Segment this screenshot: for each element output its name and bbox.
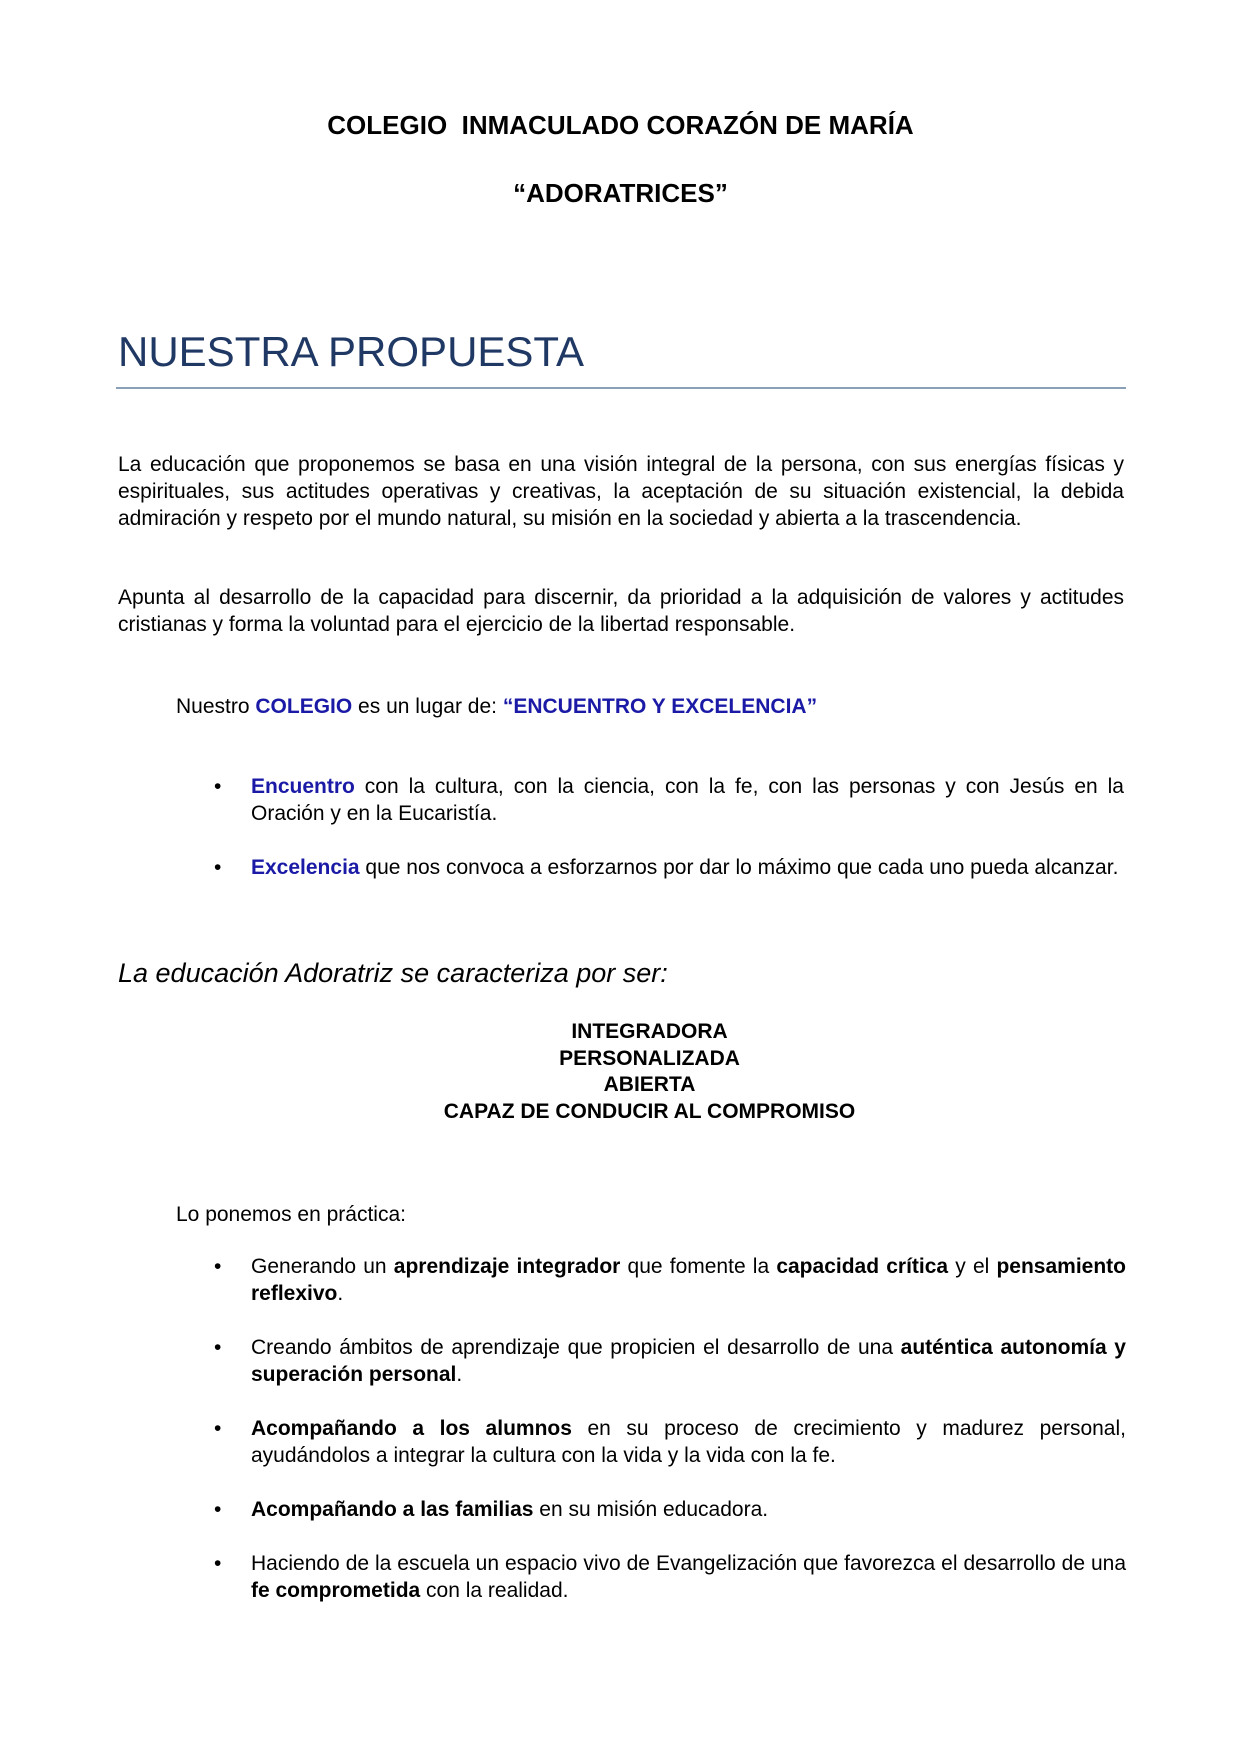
characteristic-item: ABIERTA bbox=[603, 1073, 696, 1096]
list-item bbox=[214, 1550, 1126, 1604]
emphasis-text: auténtica autonomía y superación personal bbox=[251, 1336, 1126, 1386]
school-name: COLEGIO INMACULADO CORAZÓN DE MARÍA bbox=[327, 110, 914, 140]
school-motto-line bbox=[176, 693, 817, 720]
heading-underline bbox=[116, 387, 1126, 389]
emphasis-text: capacidad crítica bbox=[776, 1255, 949, 1278]
bullet-icon: • bbox=[214, 1336, 222, 1359]
bullet-icon: • bbox=[214, 1552, 222, 1575]
value-term: Excelencia bbox=[251, 856, 360, 879]
bullet-icon: • bbox=[214, 1417, 222, 1440]
practice-text: con la realidad. bbox=[420, 1579, 569, 1602]
school-subtitle: “ADORATRICES” bbox=[513, 178, 728, 208]
list-item bbox=[214, 1334, 1126, 1388]
characteristics-intro: La educación Adoratriz se caracteriza por ser: bbox=[118, 958, 668, 988]
paragraph-purpose: Apunta al desarrollo de la capacidad para discernir, da prioridad a la adquisición de valores y actitudes cristianas y forma la voluntad para el ejercicio de la libertad responsable. bbox=[118, 586, 1124, 636]
practice-text: Generando un bbox=[251, 1255, 394, 1278]
emphasis-text: aprendizaje integrador bbox=[393, 1255, 621, 1278]
section-heading: NUESTRA PROPUESTA bbox=[118, 328, 584, 375]
bullet-icon: • bbox=[214, 1498, 222, 1521]
practice-text: . bbox=[337, 1282, 344, 1305]
emphasis-text: fe comprometida bbox=[251, 1579, 421, 1602]
value-text: con la cultura, con la ciencia, con la fe, con las personas y con Jesús en la Oración y en la Eucaristía. bbox=[251, 775, 1124, 825]
emphasis-text: Acompañando a los alumnos bbox=[251, 1417, 572, 1440]
practice-text: y el bbox=[948, 1255, 997, 1278]
emphasis-text: Acompañando a las familias bbox=[251, 1498, 534, 1521]
paragraph-vision: La educación que proponemos se basa en una visión integral de la persona, con sus energías físicas y espirituales, sus actitudes operativas y creativas, la aceptación de su situación existencial, la debida admiración y respeto por el mundo natural, su misión en la sociedad y abierta a la trascendencia. bbox=[118, 453, 1124, 530]
characteristic-item: CAPAZ DE CONDUCIR AL COMPROMISO bbox=[443, 1099, 856, 1123]
characteristic-item: INTEGRADORA bbox=[571, 1020, 728, 1043]
characteristic-item: PERSONALIZADA bbox=[559, 1046, 740, 1070]
value-term: Encuentro bbox=[251, 775, 355, 798]
practice-text: Haciendo de la escuela un espacio vivo de Evangelización que favorezca el desarrollo de una bbox=[251, 1552, 1126, 1575]
motto-encuentro-excelencia: “ENCUENTRO Y EXCELENCIA” bbox=[502, 695, 818, 718]
value-text: que nos convoca a esforzarnos por dar lo máximo que cada uno pueda alcanzar. bbox=[359, 856, 1119, 879]
characteristics-list bbox=[0, 1019, 1241, 1125]
bullet-icon: • bbox=[214, 856, 222, 879]
practice-text: . bbox=[456, 1363, 463, 1386]
list-item bbox=[214, 1253, 1126, 1307]
practice-text: en su misión educadora. bbox=[533, 1498, 769, 1521]
practice-text: Creando ámbitos de aprendizaje que propicien el desarrollo de una bbox=[251, 1336, 901, 1359]
list-item bbox=[214, 1415, 1126, 1469]
bullet-icon: • bbox=[214, 1255, 222, 1278]
motto-middle: es un lugar de: bbox=[352, 695, 503, 718]
practice-text: que fomente la bbox=[620, 1255, 777, 1278]
practice-text: en su proceso de crecimiento y madurez personal, ayudándolos a integrar la cultura con la vida y la vida con la fe. bbox=[251, 1417, 1126, 1467]
list-item bbox=[214, 854, 1124, 881]
list-item bbox=[214, 773, 1124, 827]
motto-prefix: Nuestro bbox=[176, 695, 256, 718]
motto-colegio: COLEGIO bbox=[255, 695, 353, 718]
values-list bbox=[214, 773, 1124, 908]
practice-list bbox=[214, 1253, 1126, 1631]
bullet-icon: • bbox=[214, 775, 222, 798]
list-item bbox=[214, 1496, 1126, 1523]
emphasis-text: pensamiento reflexivo bbox=[251, 1255, 1126, 1305]
practice-intro: Lo ponemos en práctica: bbox=[176, 1203, 406, 1226]
